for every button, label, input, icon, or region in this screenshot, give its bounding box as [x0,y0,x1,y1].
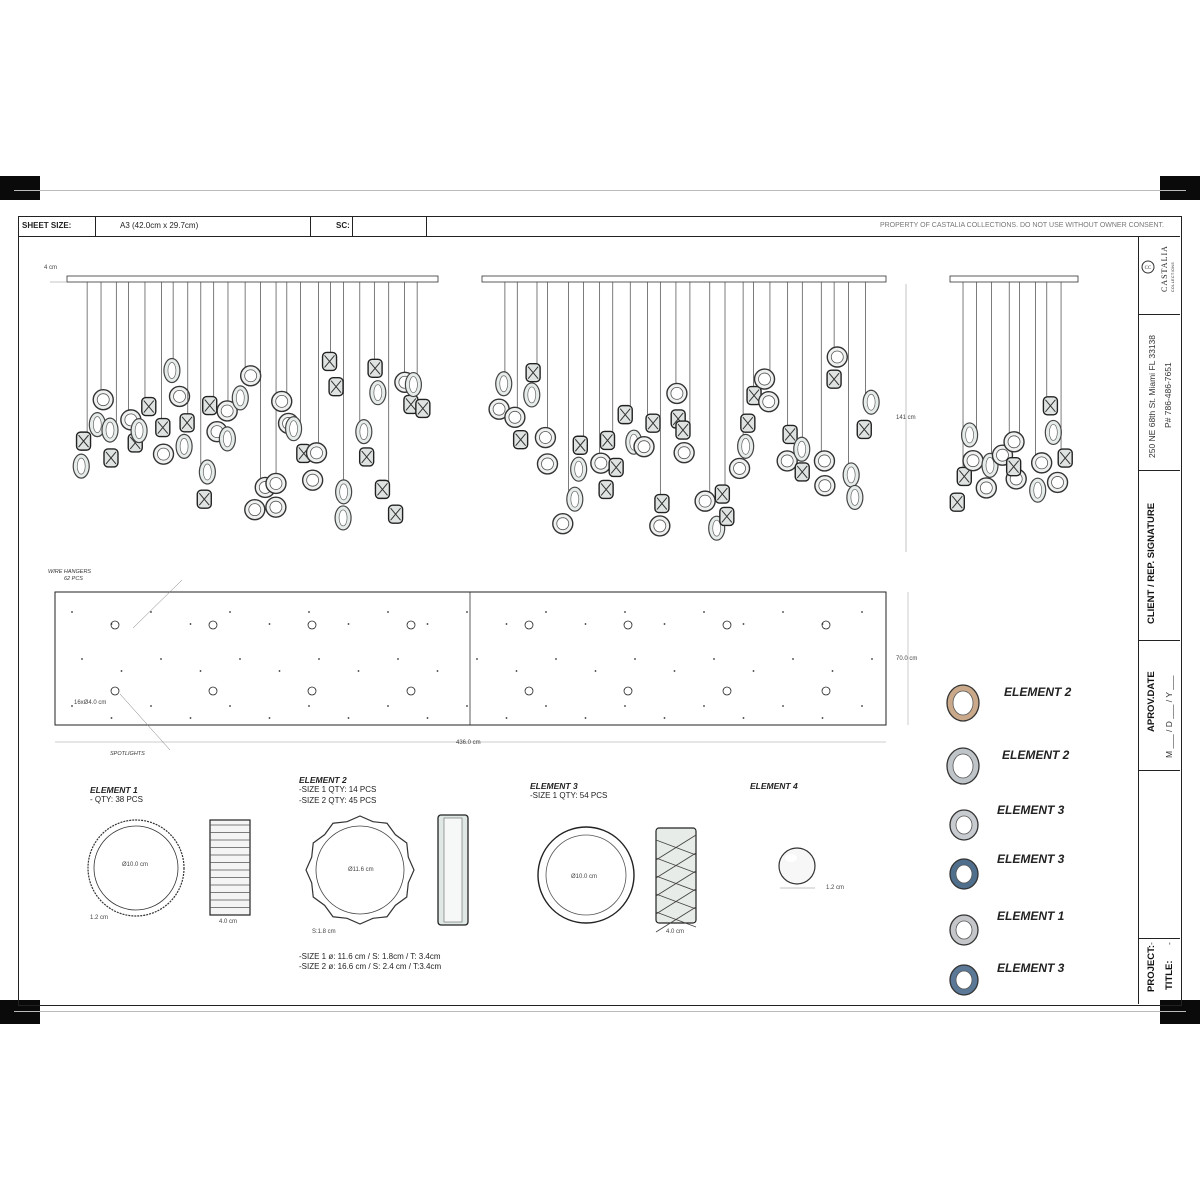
pendant [783,425,797,443]
pendant [405,373,421,397]
wire-hanger [308,611,310,613]
pendant [755,369,775,389]
ring-swatch-icon [948,856,988,898]
element-3-qty: -SIZE 1 QTY: 54 PCS [530,791,608,800]
element-1-diameter: Ø10.0 cm [122,862,149,868]
pendant [730,458,750,478]
element-2-qty-size2: -SIZE 2 QTY: 45 PCS [299,796,377,805]
wire-hanger [822,623,824,625]
wire-hanger [348,717,350,719]
header-divider [95,216,96,236]
pendant [814,451,834,471]
pendant [650,516,670,536]
element-3-title: ELEMENT 3 [530,781,578,791]
pendant [180,414,194,432]
pendant [976,478,996,498]
element-1-qty: - QTY: 38 PCS [90,795,143,804]
wire-hanger [427,623,429,625]
spotlight [407,621,415,629]
wire-hanger [318,658,320,660]
pendant [738,434,754,458]
brand-subtitle: COLLECTIONS [1171,261,1175,292]
wire-hanger [358,670,360,672]
pendant [370,381,386,405]
wire-hanger [516,670,518,672]
pendant [720,507,734,525]
spotlight [308,687,316,695]
tb-divider [1138,314,1180,315]
project-value: - [1146,942,1156,945]
castalia-logo-icon [1141,260,1155,274]
pendant [1007,458,1021,476]
spotlight [723,687,731,695]
spotlight [822,621,830,629]
wire-hanger [832,670,834,672]
element-1-thickness: 1.2 cm [90,915,109,921]
address-text: 250 NE 68th St. Miami FL 33138 [1147,334,1157,458]
title-value: - [1164,942,1174,945]
pendant [241,366,261,386]
ring-swatch-icon [948,807,988,849]
elevation-drawing [20,262,1120,562]
pendant [232,386,248,410]
wire-hanger [782,705,784,707]
wire-hanger [190,623,192,625]
tb-divider [1138,470,1180,471]
pendant [950,493,964,511]
spotlight [308,621,316,629]
wire-hanger [279,670,281,672]
wire-hanger [703,705,705,707]
spotlight [525,621,533,629]
wire-hanger [585,623,587,625]
wire-hanger [871,658,873,660]
pendant [197,490,211,508]
wire-hanger [229,611,231,613]
pendant [715,485,729,503]
wire-hanger [348,623,350,625]
pendant [356,420,372,444]
pendant [857,420,871,438]
wire-hanger [822,717,824,719]
pendant [336,480,352,504]
wire-hanger [160,658,162,660]
approval-date-label: APROV.DATE [1146,671,1157,732]
property-note: PROPERTY OF CASTALIA COLLECTIONS. DO NOT USE WITHOUT OWNER CONSENT. [879,222,1164,229]
ring-swatch-icon [945,746,985,788]
spotlight [624,621,632,629]
wire-hanger [713,658,715,660]
canopy-thickness-label: 4 cm [44,265,58,271]
pendant [573,436,587,454]
pendant [741,414,755,432]
pendant [759,392,779,412]
sheet-size-value: A3 (42.0cm x 29.7cm) [120,221,199,230]
pendant [131,419,147,443]
pendant [219,427,235,451]
project-label: PROJECT: [1146,945,1157,992]
wire-hanger [634,658,636,660]
pendant [102,418,118,442]
pendant [368,359,382,377]
wire-hanger [387,705,389,707]
pendant [863,390,879,414]
wire-hanger [190,717,192,719]
wire-hanger [71,611,73,613]
wire-hanger [555,658,557,660]
wire-hanger [150,705,152,707]
pendant [73,454,89,478]
pendant [962,423,978,447]
element-3-diameter: Ø10.0 cm [571,874,598,880]
pendant [667,383,687,403]
pendant [618,406,632,424]
wire-hanger [150,611,152,613]
wire-hanger [200,670,202,672]
pendant [655,495,669,513]
pendant [634,437,654,457]
pendant [676,421,690,439]
wire-hangers-label: WIRE HANGERS [48,569,92,575]
spotlight-spec-label: 16xØ4.0 cm [74,700,107,706]
pendant [600,431,614,449]
element-2-diameter: Ø11.6 cm [348,867,374,873]
wire-hanger [703,611,705,613]
canopy [482,276,886,282]
wire-hanger [792,658,794,660]
wire-hanger [595,670,597,672]
header-divider [426,216,427,236]
wire-hanger [545,611,547,613]
pendant [203,397,217,415]
pendant [827,347,847,367]
pendant [827,370,841,388]
pendant [286,417,302,441]
canopy [67,276,438,282]
swatch-label: ELEMENT 3 [997,961,1065,975]
wire-hanger [239,658,241,660]
pendant [199,460,215,484]
pendant [245,500,265,520]
element-4-thickness: 1.2 cm [826,885,845,891]
canopy [950,276,1078,282]
approval-date-field: M ___ / D ___ / Y ___ [1164,675,1174,758]
tb-divider [1138,770,1180,771]
wire-hanger [545,705,547,707]
pendant [1004,432,1024,452]
element-2-size2-spec: -SIZE 2 ø: 16.6 cm / S: 2.4 cm / T:3.4cm [299,962,442,971]
title-label: TITLE: [1164,960,1175,990]
scale-label: SC: [336,221,350,230]
pendant [416,399,430,417]
pendant [360,448,374,466]
pendant [535,428,555,448]
title-block [1138,237,1181,1004]
pendant [571,457,587,481]
pendant [514,431,528,449]
pendant [646,414,660,432]
tb-divider [1138,640,1180,641]
pendant [307,443,327,463]
pendant [170,386,190,406]
wire-hanger [506,623,508,625]
plan-drawing [20,560,940,760]
wire-hanger [466,611,468,613]
svg-text:CC: CC [1144,266,1152,271]
element-2-size1-spec: -SIZE 1 ø: 11.6 cm / S: 1.8cm / T: 3.4cm [299,952,441,961]
wire-hanger [861,705,863,707]
pendant [142,398,156,416]
element-4-sphere [779,848,815,884]
swatch-label: ELEMENT 2 [1004,685,1072,699]
spotlight [111,687,119,695]
wire-hanger [269,717,271,719]
pendant [1048,472,1068,492]
wire-hanger [664,623,666,625]
plan-depth-label: 70.0 cm [896,656,918,662]
pendant [323,352,337,370]
pendant [567,487,583,511]
plan-width-label: 436.0 cm [456,740,481,746]
pendant [156,419,170,437]
wire-hanger [427,717,429,719]
wire-hanger [743,717,745,719]
spotlight [822,687,830,695]
pendant [599,480,613,498]
header-divider [352,216,353,236]
pendant [329,378,343,396]
wire-hanger [111,717,113,719]
spotlight [111,621,119,629]
pendant [1032,453,1052,473]
spotlights-label: SPOTLIGHTS [110,751,145,757]
wire-hanger [397,658,399,660]
element-1-side [210,820,250,915]
swatch-label: ELEMENT 1 [997,909,1065,923]
pendant [794,437,810,461]
pendant [496,372,512,396]
element-2-title: ELEMENT 2 [299,775,347,785]
pendant [266,473,286,493]
wire-hanger [71,705,73,707]
swatch-label: ELEMENT 3 [997,852,1065,866]
pendant [77,432,91,450]
pendant [164,359,180,383]
wire-hanger [664,717,666,719]
pendant [1058,449,1072,467]
spotlight [525,687,533,695]
pendant [537,454,557,474]
pendant [375,480,389,498]
pendant [1043,397,1057,415]
wire-hanger [743,623,745,625]
pendant [335,506,351,530]
spotlight [407,687,415,695]
wire-hanger [466,705,468,707]
pendant [795,463,809,481]
pendant [176,434,192,458]
spotlight [624,687,632,695]
spotlight [209,687,217,695]
element-4-title: ELEMENT 4 [750,781,798,791]
wire-hanger [437,670,439,672]
pendant [553,514,573,534]
element-2-thickness: S:1.8 cm [312,929,336,935]
wire-hanger [674,670,676,672]
element-1-ring [88,820,184,916]
tb-divider [1138,938,1180,939]
pendant [93,390,113,410]
pendant [1030,478,1046,502]
pendant [154,444,174,464]
plan-outline [55,592,886,725]
wire-hanger [624,611,626,613]
drop-height-label: 141 cm [896,415,916,421]
wire-hanger [861,611,863,613]
ring-swatch-icon [948,912,988,954]
pendant [104,449,118,467]
pendant [591,453,611,473]
spotlight [209,621,217,629]
wire-hanger [476,658,478,660]
wire-hanger [782,611,784,613]
wire-hanger [121,670,123,672]
wire-hangers-count: 62 PCS [64,576,83,582]
element-2-side [438,815,468,925]
ring-swatch-icon [945,683,985,725]
pendant [609,458,623,476]
pendant [272,391,292,411]
pendant [963,451,983,471]
element-detail-drawings [20,800,920,950]
wire-hanger [269,623,271,625]
element-3-side [656,828,696,932]
swatch-label: ELEMENT 2 [1002,748,1070,762]
element-1-height: 4.0 cm [219,919,238,925]
pendant [815,476,835,496]
wire-hanger [229,705,231,707]
wire-hanger [585,717,587,719]
header-strip [18,216,1180,237]
brand-name: CASTALIA [1160,245,1169,292]
pendant [389,505,403,523]
pendant [843,463,859,487]
ring-swatch-icon [948,962,988,1004]
wire-hanger [81,658,83,660]
wire-hanger [624,705,626,707]
pendant [695,491,715,511]
wire-hanger [753,670,755,672]
wire-hanger [387,611,389,613]
client-signature-label: CLIENT / REP. SIGNATURE [1146,502,1157,624]
header-divider [310,216,311,236]
pendant [526,364,540,382]
swatch-label: ELEMENT 3 [997,803,1065,817]
pendant [524,383,540,407]
pendant [266,497,286,517]
element-3-height: 4.0 cm [666,929,685,935]
spotlight [723,621,731,629]
phone-text: P# 786-486-7651 [1163,362,1173,428]
wire-hanger [308,705,310,707]
pendant [303,470,323,490]
pendant [674,443,694,463]
sheet-size-label: SHEET SIZE: [22,221,72,230]
pendant [505,407,525,427]
pendant [847,485,863,509]
element-2-qty-size1: -SIZE 1 QTY: 14 PCS [299,785,377,794]
wire-hanger [111,623,113,625]
wire-hanger [506,717,508,719]
element-1-title: ELEMENT 1 [90,785,138,795]
pendant [1045,420,1061,444]
